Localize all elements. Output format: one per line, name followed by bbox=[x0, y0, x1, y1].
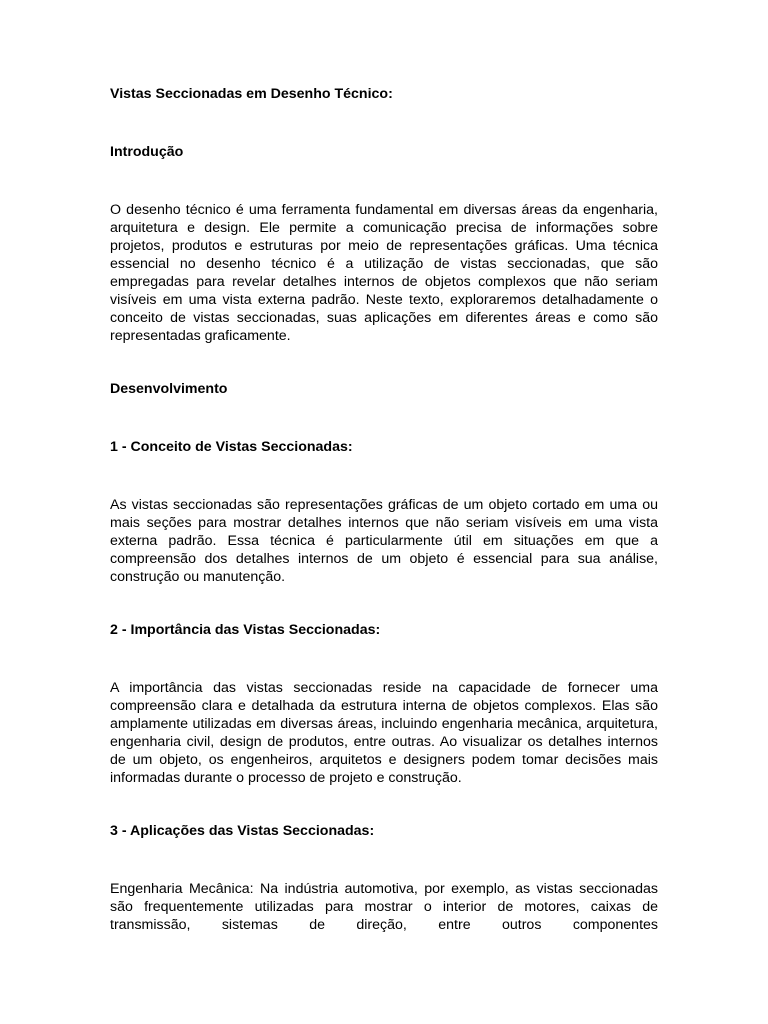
section2-heading: 2 - Importância das Vistas Seccionadas: bbox=[110, 622, 381, 638]
development-heading: Desenvolvimento bbox=[110, 381, 228, 397]
section1-paragraph: As vistas seccionadas são representações gráficas de um objeto cortado em uma ou mais seções para mostrar detalhes internos que não seriam visíveis em uma vista externa padrão. Essa técnica é particularmente útil em situações em que a compreensão dos detalhes internos de um objeto é essencial para sua análise, construção ou manutenção. bbox=[110, 497, 658, 585]
intro-heading: Introdução bbox=[110, 144, 184, 160]
intro-paragraph: O desenho técnico é uma ferramenta fundamental em diversas áreas da engenharia, arquitetura e design. Ele permite a comunicação precisa de informações sobre projetos, produtos e estruturas por meio de representações gráficas. Uma técnica essencial no desenho técnico é a utilização de vistas seccionadas, que são empregadas para revelar detalhes internos de objetos complexos que não seriam visíveis em uma vista externa padrão. Neste texto, exploraremos detalhadamente o conceito de vistas seccionadas, suas aplicações em diferentes áreas e como são representadas graficamente. bbox=[110, 202, 658, 344]
document-title: Vistas Seccionadas em Desenho Técnico: bbox=[110, 86, 393, 102]
section3-heading: 3 - Aplicações das Vistas Seccionadas: bbox=[110, 823, 375, 839]
section3-paragraph: Engenharia Mecânica: Na indústria automotiva, por exemplo, as vistas seccionadas são frequentemente utilizadas para mostrar o interior de motores, caixas de transmissão, sistemas de direção, entre outros componentes bbox=[110, 881, 658, 933]
document-page bbox=[110, 85, 658, 934]
section1-heading: 1 - Conceito de Vistas Seccionadas: bbox=[110, 439, 353, 455]
section2-paragraph: A importância das vistas seccionadas reside na capacidade de fornecer uma compreensão clara e detalhada da estrutura interna de objetos complexos. Elas são amplamente utilizadas em diversas áreas, incluindo engenharia mecânica, arquitetura, engenharia civil, design de produtos, entre outras. Ao visualizar os detalhes internos de um objeto, os engenheiros, arquitetos e designers podem tomar decisões mais informadas durante o processo de projeto e construção. bbox=[110, 680, 658, 786]
